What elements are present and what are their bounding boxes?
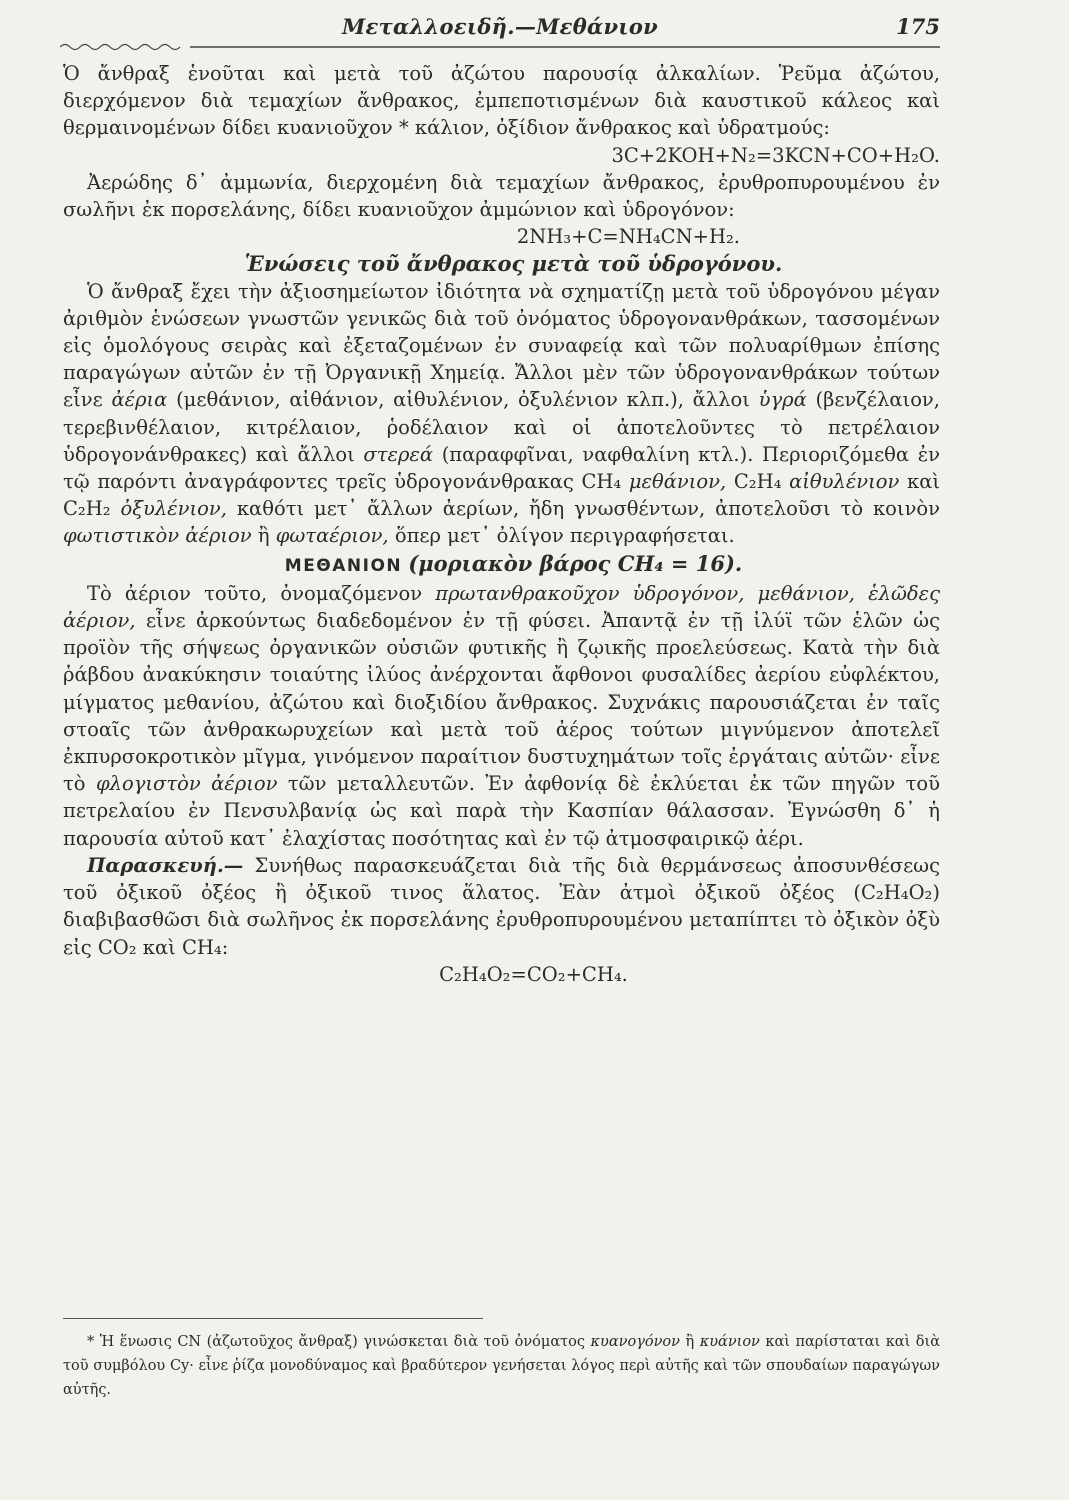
paragraph (63, 278, 940, 550)
paragraph-text: (βενζέλαιον, τερεβινθέλαιον, κιτρέλαιον, ῥοδέλαιον καὶ οἱ ἀποτελοῦντες τὸ πετρέλαιον ὑδρογονάνθρακες) καὶ ἄλλοι (63, 388, 940, 466)
footnote-rule (63, 1318, 483, 1319)
paragraph-text: Ἀερώδης δ᾽ ἀμμωνία, διερχομένη διὰ τεμαχίων ἄνθρακος, ἐρυθροπυρουμένου ἐν σωλῆνι ἐκ πορσελάνης, δίδει κυανιοῦχον ἀμμώνιον καὶ ὑδρογόνον: (63, 170, 940, 222)
paragraph-text: ἢ (257, 524, 270, 548)
term: κυανογόνον (590, 1334, 680, 1350)
term: μεθάνιον, (628, 470, 727, 494)
paragraph-text: Συνήθως παρασκευάζεται διὰ τῆς διὰ θερμάνσεως ἀποσυνθέσεως τοῦ ὀξικοῦ ὀξέος ἢ ὀξικοῦ τινος ἅλατος. Ἐὰν ἀτμοὶ ὀξικοῦ ὀξέος (C₂H₄O₂) διαβιβασθῶσι διὰ σωλῆνος ἐκ πορσελάνης ἐρυθροπυρουμένου μεταπίπτει τὸ ὀξικὸν ὀξὺ εἰς CO₂ καὶ CH₄: (63, 853, 940, 959)
term: κυάνιον (699, 1334, 760, 1350)
footnotes (63, 1330, 940, 1402)
page-number: 175 (896, 14, 940, 39)
running-title: Μεταλλοειδῆ.—Μεθάνιον (341, 14, 659, 39)
equation: C₂H₄O₂=CO₂+CH₄. (439, 962, 628, 986)
term: πρωτανθρακοῦχον ὑδρογόνον, μεθάνιον, ἑλῶδες ἀέριον, (63, 581, 941, 633)
term: αἰθυλένιον (789, 470, 900, 494)
footnote-text: * Ἡ ἕνωσις CN (ἀζωτοῦχος ἄνθραξ) γινώσκεται διὰ τοῦ ὀνόματος (87, 1334, 585, 1350)
footnote-text: ἢ (685, 1334, 695, 1350)
section-heading: Ἑνώσεις τοῦ ἄνθρακος μετὰ τοῦ ὑδρογόνου. (244, 251, 783, 277)
term: ἀέρια (111, 388, 168, 412)
equation: 2NH₃+C=NH₄CN+H₂. (516, 225, 740, 249)
paragraph (63, 580, 940, 852)
term: φλογιστὸν ἀέριον (95, 772, 278, 796)
equation: 3C+2KOH+N₂=3KCN+CO+H₂O. (611, 143, 940, 167)
paragraph-text: (μεθάνιον, αἰθάνιον, αἰθυλένιον, ὀξυλένιον κλπ.), ἄλλοι (176, 388, 750, 412)
paragraph-text: εἶνε ἀρκούντως διαδεδομένον ἐν τῇ φύσει. Ἀπαντᾷ ἐν τῇ ἰλύϊ τῶν ἑλῶν ὡς προϊὸν τῆς σήψεως ὀργανικῶν οὐσιῶν φυτικῆς ἢ ζῳικῆς προελεύσεως. Κατὰ τὴν διὰ ῥάβδου ἀνακύκησιν τοιαύτης ἰλύος ἀνέρχονται ἄφθονοι φυσαλίδες ἀερίου εὐφλέκτου, μίγματος μεθανίου, ἀζώτου καὶ διοξιδίου ἄνθρακος. Συχνάκις παρουσιάζεται ἐν ταῖς στοαῖς τῶν ἀνθρακωρυχείων καὶ μετὰ τοῦ ἀέρος τούτων μιγνύμενον ἀποτελεῖ ἐκπυρσοκροτικὸν μῖγμα, γινόμενον παραίτιον δυστυχημάτων τοῖς ἐργάταις αὐτῶν· εἶνε τὸ (63, 609, 941, 796)
heading-caps: ΜΕΘΑΝΙΟΝ (284, 555, 403, 576)
term: ὑγρά (758, 388, 807, 412)
paragraph (63, 60, 940, 167)
main-text (63, 60, 940, 988)
paragraph-text: Ὁ ἄνθραξ ἔχει τὴν ἀξιοσημείωτον ἰδιότητα νὰ σχηματίζῃ μετὰ τοῦ ὑδρογόνου μέγαν ἀριθμὸν ἑνώσεων γνωστῶν γενικῶς διὰ τοῦ ὀνόματος ὑδρογονανθράκων, τασσομένων εἰς ὁμολόγους σειρὰς καὶ ἐξεταζομένων ἐν συναφείᾳ καὶ τῶν πολυαρίθμων ἐπίσης παραγώγων αὐτῶν ἐν τῇ Ὀργανικῇ Χημείᾳ. Ἄλλοι μὲν τῶν ὑδρογονανθράκων τούτων εἶνε (63, 279, 940, 412)
paragraph-text: καθότι μετ᾽ ἄλλων ἀερίων, ἤδη γνωσθέντων, ἀποτελοῦσι τὸ κοινὸν (236, 497, 941, 521)
paragraph-text: καὶ C₂H₂ (63, 470, 941, 521)
term: φωτιστικὸν ἀέριον (63, 524, 252, 548)
header-ornamental-rule (60, 42, 940, 52)
paragraph (63, 852, 940, 961)
footnote-text: καὶ παρίσταται καὶ διὰ τοῦ συμβόλου Cy· εἶνε ῥίζα μονοδύναμος καὶ βραδύτερον γενήσεται λόγος περὶ αὐτῆς καὶ τῶν σπουδαίων παραγώγων αὐτῆς. (63, 1334, 941, 1398)
section-heading-methane (63, 550, 940, 580)
heading-formula: (μοριακὸν βάρος CH₄ = 16). (408, 550, 743, 576)
paragraph-text: Τὸ ἀέριον τοῦτο, ὀνομαζόμενον (87, 581, 423, 605)
term: φωταέριον, (275, 524, 389, 548)
paragraph-text: C₂H₄ (733, 470, 782, 494)
paragraph-text: ὅπερ μετ᾽ ὀλίγον περιγραφήσεται. (394, 524, 735, 548)
paragraph-text: Ὁ ἄνθραξ ἑνοῦται καὶ μετὰ τοῦ ἀζώτου παρουσίᾳ ἀλκαλίων. Ῥεῦμα ἀζώτου, διερχόμενον διὰ τεμαχίων ἄνθρακος, ἐμπεποτισμένων διὰ καυστικοῦ κάλεος καὶ θερμαινομένων δίδει κυανιοῦχον * κάλιον, ὀξίδιον ἄνθρακος καὶ ὑδρατμούς: (63, 62, 940, 140)
term: στερεά (363, 442, 434, 466)
run-in-heading: Παρασκευή.— (87, 853, 244, 877)
footnote (63, 1330, 940, 1402)
paragraph-text: τῶν μεταλλευτῶν. Ἐν ἀφθονίᾳ δὲ ἐκλύεται ἐκ τῶν πηγῶν τοῦ πετρελαίου ἐν Πενσυλβανίᾳ ὡς καὶ παρὰ τὴν Κασπίαν θάλασσαν. Ἐγνώσθη δ᾽ ἡ παρουσία αὐτοῦ κατ᾽ ἐλαχίστας ποσότητας καὶ ἐν τῷ ἀτμοσφαιρικῷ ἀέρι. (63, 772, 941, 850)
paragraph-text: (παραφφῖναι, ναφθαλίνη κτλ.). Περιοριζόμεθα ἐν τῷ παρόντι ἀναγράφοντες τρεῖς ὑδρογονάνθρακας CH₄ (63, 442, 941, 494)
term: ὀξυλένιον, (120, 497, 227, 521)
paragraph (63, 169, 940, 249)
